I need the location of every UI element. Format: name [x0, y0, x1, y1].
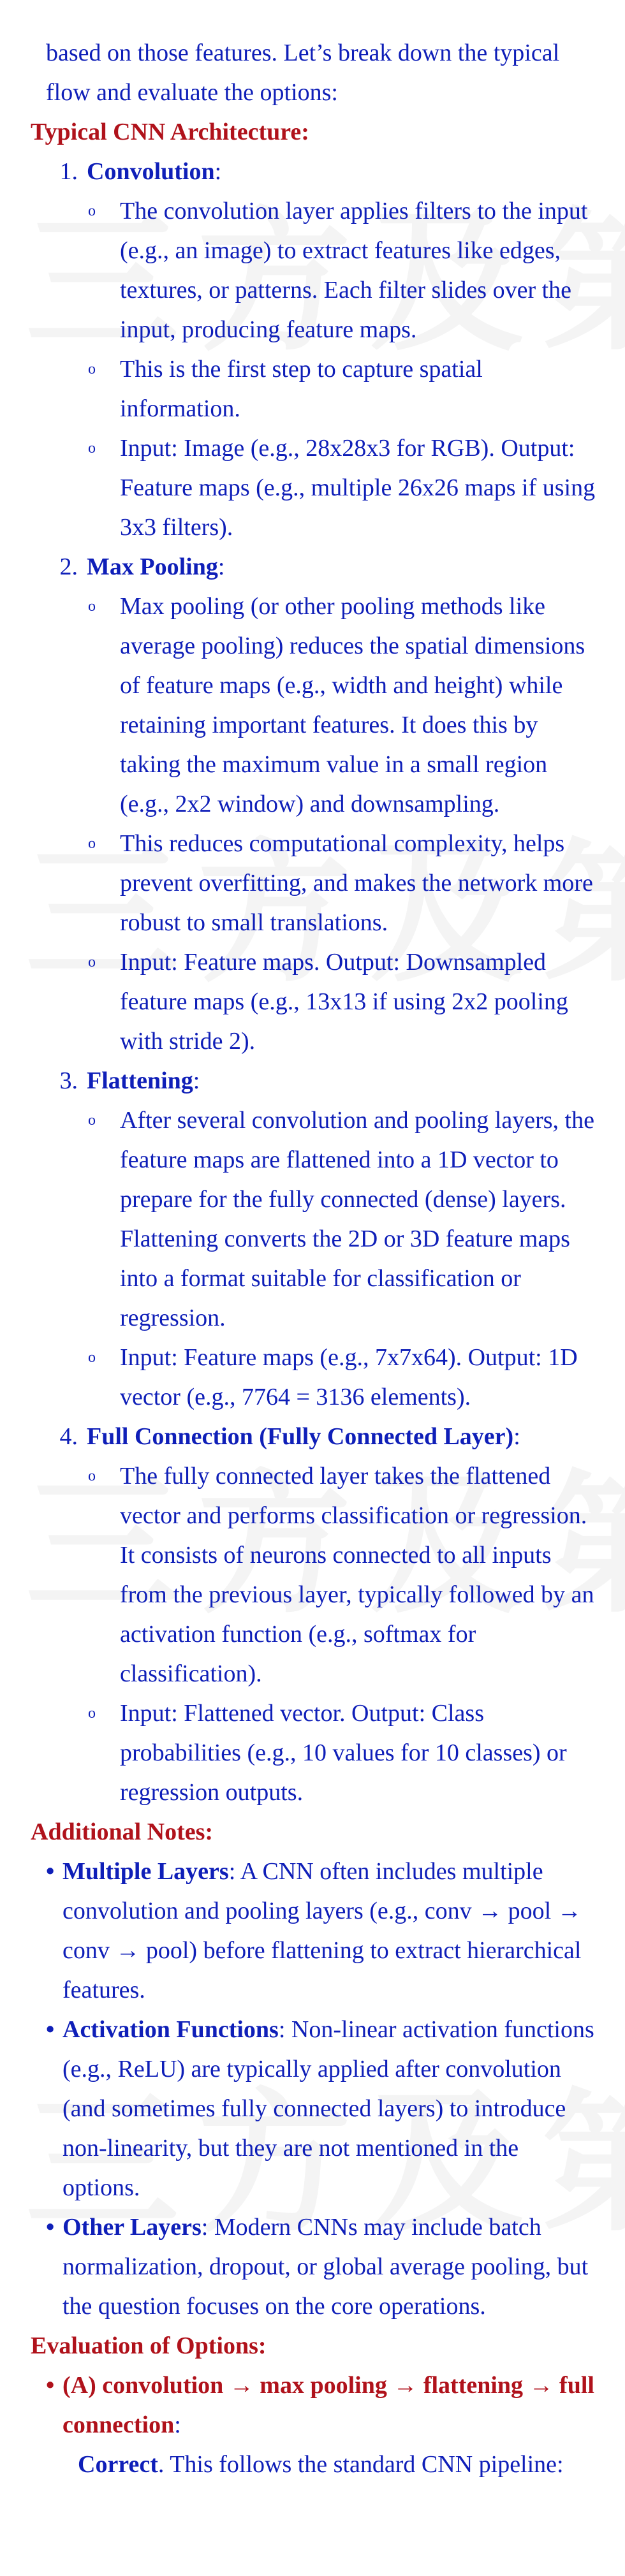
- step-flattening: 3. Flattening: o After several convolution and pooling layers, the feature maps are flattened into a 1D vector to prepare for the fully connected (dense) layers. Flattening converts the 2D or 3D feature maps into a format suitable for classification or regression. o Input: Feature maps (e.g., 7x7x64). Output: 1D vector (e.g., 7764 = 3136 elements).: [46, 1061, 599, 1417]
- list-item: • Activation Functions: Non-linear activation functions (e.g., ReLU) are typically applied after convolution (and sometimes fully connected layers) to introduce non-linearity, but they are not mentioned in the options.: [46, 2010, 599, 2207]
- list-item: o After several convolution and pooling layers, the feature maps are flattened into a 1D vector to prepare for the fully connected (dense) layers. Flattening converts the 2D or 3D feature maps into a format suitable for classification or regression.: [87, 1101, 599, 1338]
- list-item: o Max pooling (or other pooling methods like average pooling) reduces the spatial dimensions of feature maps (e.g., width and height) while retaining important features. It does this by taking the maximum value in a small region (e.g., 2x2 window) and downsampling.: [87, 587, 599, 824]
- step-full-connection: 4. Full Connection (Fully Connected Layer): o The fully connected layer takes the flattened vector and performs classification or regression. It consists of neurons connected to all inputs from the previous layer, typically followed by an activation function (e.g., softmax for classification). o Input: Flattened vector. Output: Class probabilities (e.g., 10 values for 10 classes) or regression outputs.: [46, 1417, 599, 1812]
- step-number: 2.: [59, 553, 78, 580]
- section-heading-notes: Additional Notes:: [31, 1819, 214, 1845]
- circle-bullet-icon: o: [88, 1112, 96, 1129]
- step-title: Max Pooling: [87, 553, 218, 580]
- cnn-steps-list: [31, 152, 599, 1812]
- option-label: (A) convolution → max pooling → flattening → full connection: [62, 2372, 594, 2438]
- circle-bullet-icon: o: [88, 954, 96, 970]
- circle-bullet-icon: o: [88, 1705, 96, 1722]
- step-number: 1.: [59, 158, 78, 185]
- circle-bullet-icon: o: [88, 1349, 96, 1366]
- bullet-icon: •: [46, 2372, 55, 2399]
- circle-bullet-icon: o: [88, 361, 96, 377]
- list-item: • Multiple Layers: A CNN often includes multiple convolution and pooling layers (e.g., conv → pool → conv → pool) before flattening to extract hierarchical features.: [46, 1852, 599, 2010]
- step-max-pooling: 2. Max Pooling: o Max pooling (or other pooling methods like average pooling) reduces the spatial dimensions of feature maps (e.g., width and height) while retaining important features. It does this by taking the maximum value in a small region (e.g., 2x2 window) and downsampling. o This reduces computational complexity, helps prevent overfitting, and makes the network more robust to small translations. o Input: Feature maps. Output: Downsampled feature maps (e.g., 13x13 if using 2x2 pooling with stride 2).: [46, 547, 599, 1061]
- section-heading-cnn: Typical CNN Architecture:: [31, 119, 309, 145]
- list-item: o Input: Image (e.g., 28x28x3 for RGB). Output: Feature maps (e.g., multiple 26x26 maps if using 3x3 filters).: [87, 428, 599, 547]
- list-item: o The fully connected layer takes the flattened vector and performs classification or regression. It consists of neurons connected to all inputs from the previous layer, typically followed by an activation function (e.g., softmax for classification).: [87, 1456, 599, 1694]
- list-item: • Other Layers: Modern CNNs may include batch normalization, dropout, or global average pooling, but the question focuses on the core operations.: [46, 2207, 599, 2326]
- circle-bullet-icon: o: [88, 835, 96, 852]
- bullet-icon: •: [46, 1858, 55, 1885]
- notes-list: [46, 1852, 599, 2326]
- list-item: o The convolution layer applies filters to the input (e.g., an image) to extract features like edges, textures, or patterns. Each filter slides over the input, producing feature maps.: [87, 191, 599, 349]
- bullet-icon: •: [46, 2016, 55, 2043]
- circle-bullet-icon: o: [88, 598, 96, 615]
- step-number: 3.: [59, 1067, 78, 1094]
- circle-bullet-icon: o: [88, 440, 96, 457]
- step-title: Flattening: [87, 1067, 193, 1094]
- options-list: [46, 2366, 599, 2445]
- option-a-verdict: Correct. This follows the standard CNN pipeline:: [78, 2451, 564, 2478]
- step-convolution: 1. Convolution: o The convolution layer applies filters to the input (e.g., an image) to extract features like edges, textures, or patterns. Each filter slides over the input, producing feature maps. o This is the first step to capture spatial information. o Input: Image (e.g., 28x28x3 for RGB). Output: Feature maps (e.g., multiple 26x26 maps if using 3x3 filters).: [46, 152, 599, 547]
- option-a: • (A) convolution → max pooling → flattening → full connection:: [46, 2366, 599, 2445]
- step-title: Full Connection (Fully Connected Layer): [87, 1423, 514, 1450]
- step-title: Convolution: [87, 158, 215, 185]
- bullet-icon: •: [46, 2214, 55, 2241]
- circle-bullet-icon: o: [88, 203, 96, 219]
- circle-bullet-icon: o: [88, 1468, 96, 1484]
- step-number: 4.: [59, 1423, 78, 1450]
- list-item: o This reduces computational complexity, helps prevent overfitting, and makes the network more robust to small translations.: [87, 824, 599, 942]
- intro-paragraph: based on those features. Let’s break down the typical flow and evaluate the options:: [46, 40, 560, 106]
- section-heading-evaluation: Evaluation of Options:: [31, 2332, 267, 2359]
- list-item: o Input: Feature maps (e.g., 7x7x64). Output: 1D vector (e.g., 7764 = 3136 elements).: [87, 1338, 599, 1417]
- list-item: o Input: Feature maps. Output: Downsampled feature maps (e.g., 13x13 if using 2x2 pooling with stride 2).: [87, 942, 599, 1061]
- list-item: o Input: Flattened vector. Output: Class probabilities (e.g., 10 values for 10 classes) or regression outputs.: [87, 1694, 599, 1812]
- list-item: o This is the first step to capture spatial information.: [87, 349, 599, 428]
